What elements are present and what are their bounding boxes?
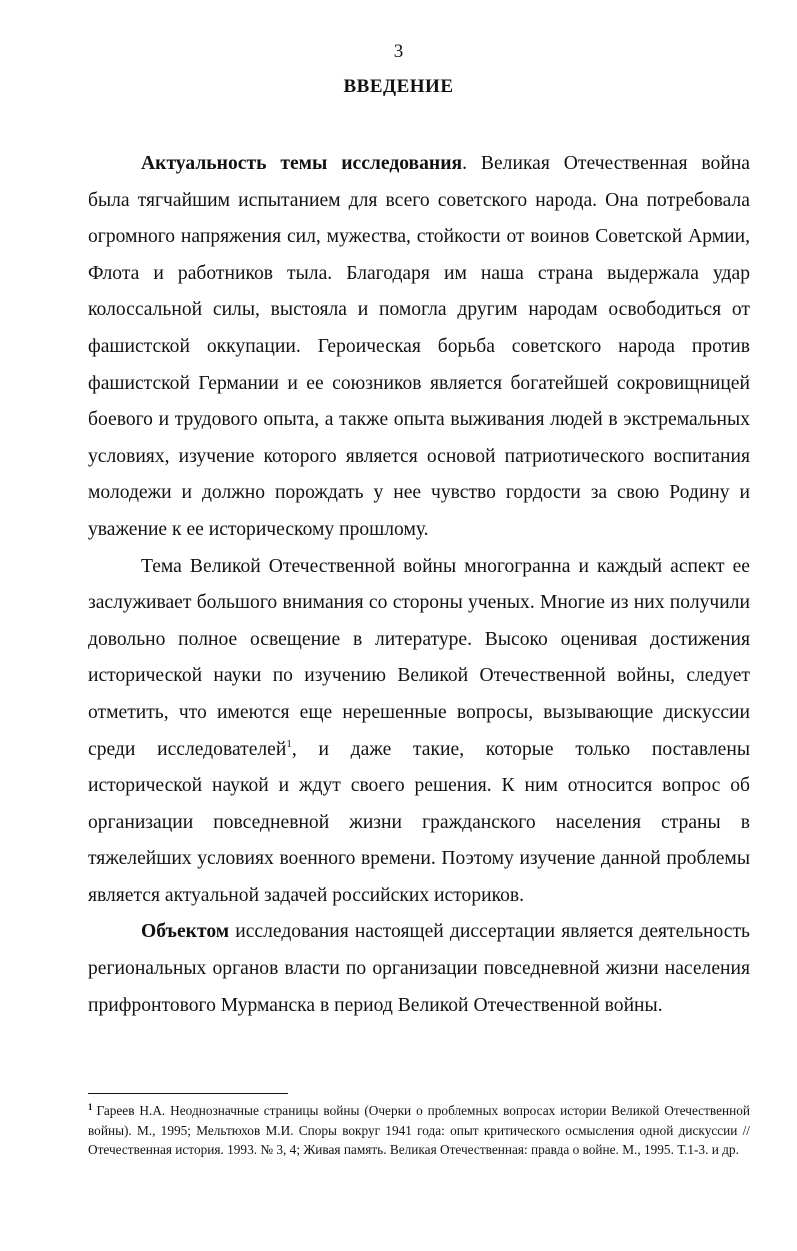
topic-text-before-note: Тема Великой Отечественной войны многогранна и каждый аспект ее заслуживает большого внимания со стороны ученых. Многие из них получили довольно полное освещение в литературе. Высоко оценивая достижения исторической науки по изучению Великой Отечественной войны, следует отметить, что имеются еще нерешенные вопросы, вызывающие дискуссии среди исследователей xyxy=(88,555,750,760)
page-title: ВВЕДЕНИЕ xyxy=(343,76,454,97)
paragraph-object xyxy=(88,914,750,1024)
page-number: 3 xyxy=(393,41,404,62)
footnote-marker: 1 xyxy=(88,1102,93,1112)
paragraph-relevance xyxy=(88,146,750,549)
footnote-reference: 1 xyxy=(286,737,292,750)
paragraph-topic xyxy=(88,549,750,915)
footnote-divider xyxy=(88,1093,288,1094)
object-heading: Объектом xyxy=(141,921,230,943)
object-text: исследования настоящей диссертации является деятельность региональных органов власти по организации повседневной жизни населения прифронтового Мурманска в период Великой Отечественной войны. xyxy=(88,921,750,1016)
topic-text-after-note: , и даже такие, которые только поставлены исторической наукой и ждут своего решения. К ним относится вопрос об организации повседневной жизни гражданского населения страны в тяжелейших условиях военного времени. Поэтому изучение данной проблемы является актуальной задачей российских историков. xyxy=(88,738,750,906)
relevance-text: . Великая Отечественная война была тягчайшим испытанием для всего советского народа. Она потребовала огромного напряжения сил, мужества, стойкости от воинов Советской Армии, Флота и работников тыла. Благодаря им наша страна выдержала удар колоссальной силы, выстояла и помогла другим народам освободиться от фашистской оккупации. Героическая борьба советского народа против фашистской Германии и ее союзников является богатейшей сокровищницей боевого и трудового опыта, а также опыта выживания людей в экстремальных условиях, изучение которого является основой патриотического воспитания молодежи и должно порождать у нее чувство гордости за свою Родину и уважение к ее историческому прошлому. xyxy=(88,153,750,540)
body-text xyxy=(88,146,750,1024)
footnote-text: Гареев Н.А. Неоднозначные страницы войны (Очерки о проблемных вопросах истории Великой Отечественной войны). М., 1995; Мельтюхов М.И. Споры вокруг 1941 года: опыт критического осмысления одной дискуссии // Отечественная история. 1993. № 3, 4; Живая память. Великая Отечественная: правда о войне. М., 1995. Т.1-3. и др. xyxy=(88,1103,750,1157)
relevance-heading: Актуальность темы исследования xyxy=(141,153,463,174)
footnote xyxy=(88,1101,750,1160)
